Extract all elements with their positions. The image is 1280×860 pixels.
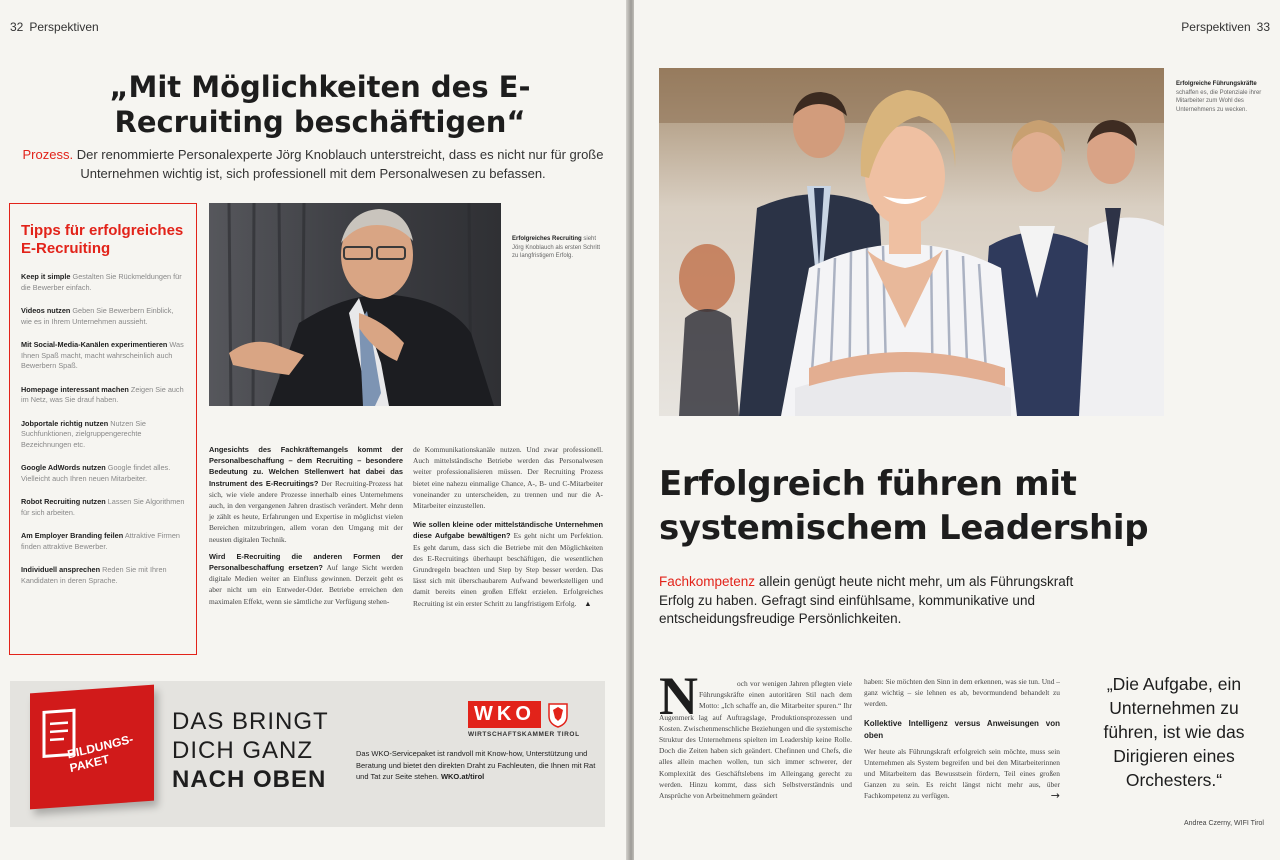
tip-text: Zeigen Sie auch im Netz, was Sie drauf haben.: [21, 384, 184, 404]
tip-title: Mit Social-Media-Kanälen experimentieren: [21, 340, 168, 349]
lead-label: Fachkompetenz: [659, 574, 756, 589]
tips-list: [21, 272, 186, 586]
bildungspaket-box: [30, 685, 154, 810]
lead-text: Der renommierte Personalexperte Jörg Knoblauch unterstreicht, dass es nicht nur für große Unternehmen wichtig ist, sich professionell mit dem Personalwesen zu befassen.: [76, 147, 604, 181]
tip-title: Homepage interessant machen: [21, 384, 129, 394]
end-mark: ▲: [584, 598, 592, 608]
interview-question: Angesichts des Fachkräftemangels kommt der Personalbeschaffung – dem Recruiting – besondere Bedeutung zu. Welchen Stellenwert hat dabei das Instrument des E-Recruitings?: [209, 445, 403, 488]
wko-advertisement: [10, 681, 605, 827]
portrait-illustration: [209, 203, 501, 406]
bildungspaket-label: BILDUNGS-PAKET: [66, 731, 135, 776]
tip-title: Robot Recruiting nutzen: [21, 497, 106, 506]
tip-item: [21, 497, 186, 518]
tips-box: [9, 203, 197, 655]
pull-quote: „Die Aufgabe, ein Unternehmen zu führen, ist wie das Dirigieren eines Orchesters.“: [1103, 674, 1245, 790]
photo-caption-left: Erfolgreiches Recruiting sieht Jörg Knoblauch als ersten Schritt zu langfristigem Erfolg.: [512, 236, 601, 259]
tip-item: [21, 565, 186, 586]
lead-label: Prozess.: [22, 147, 74, 162]
article-column-2: haben: Sie möchten den Sinn in dem erkennen, was sie tun. Und – ganz wichtig – sie lehnen es ab, bevormundend behandelt zu werden. Kollektive Intelligenz versus Anweisungen von oben Wer heute als Führungskraft erfolgreich sein möchte, muss sein Unternehmen als System begreifen und bei den Mitarbeiterinnen und Mitarbeitern das Bewusstsein fördern, Teil eines großen Ganzen zu sein. Es reicht längst nicht mehr aus, über Fachkompetenz zu verfügen. →: [864, 677, 1060, 803]
interview-column-2: [413, 444, 603, 609]
tip-text: Google findet alles. Vielleicht auch Ihren neuen Mitarbeiter.: [21, 463, 171, 483]
tirol-eagle-icon: [547, 702, 569, 728]
article-lead-left: [18, 145, 608, 183]
ad-headline: DAS BRINGT DICH GANZ NACH OBEN: [172, 708, 329, 793]
interview-column-1: [209, 444, 403, 607]
tip-item: [21, 306, 186, 327]
tip-text: Attraktive Firmen finden attraktive Bewerber.: [21, 531, 180, 551]
article-lead-right: [659, 573, 1109, 629]
tip-item: [21, 419, 186, 451]
article-subhead: Kollektive Intelligenz versus Anweisungen von oben: [864, 718, 1060, 740]
team-photo: [659, 68, 1164, 416]
tip-text: Lassen Sie Algorithmen für sich arbeiten.: [21, 497, 185, 517]
wko-subtitle: WIRTSCHAFTSKAMMER TIROL: [468, 731, 580, 738]
article-column-1: och vor wenigen Jahren pflegten viele Führungskräfte einen autoritären Stil nach dem Motto: „Ich schaffe an, die Mitarbeiter spuren.“ Ihr Augenmerk lag auf Auftragslage, Produktionsprozessen und Kosten. Zwischenmenschliche Beziehungen und die systemische Struktur des Unternehmens spielten im Leadership keine Rolle. Doch die Zeiten haben sich geändert. Chefinnen und Chefs, die alles allein machen wollen, tun sich immer schwerer, der Komplexität des Geschäftslebens im Alleingang gerecht zu werden. Hinzu kommt, dass sich Selbstverständnis und Ansprüche von Arbeitnehmern geändert: [659, 679, 852, 801]
continue-arrow: →: [1050, 789, 1060, 803]
ad-body: Das WKO-Servicepaket ist randvoll mit Know-how, Unterstützung und Beratung und bietet den direkten Draht zu Fachleuten, die Ihnen mit Rat und Tat zur Seite stehen. WKO.at/tirol: [356, 749, 596, 781]
tip-title: Jobportale richtig nutzen: [21, 418, 109, 428]
tip-title: Keep it simple: [21, 272, 71, 281]
interview-answer: Es geht nicht um Perfektion. Es geht darum, dass sich die Betriebe mit den Möglichkeiten des E-Recruitings überhaupt beschäftigen, die wesentlichen Grundregeln beachten und Step by Step besser werden. Das lässt sich mit überschaubarem Aufwand bewerkstelligen und damit bereits einen großen Effekt erzielen. Erfolgreiches Recruiting ist ein erster Schritt zu langfristigem Erfolg.: [413, 531, 603, 608]
interview-answer: Auf lange Sicht werden digitale Medien weiter an Einfluss gewinnen. Derzeit geht es aber nicht um ein Entweder-Oder. Betriebe erreichen den maximalen Effekt, wenn sie sämtliche zur Verfügung stehen-: [209, 563, 403, 606]
tip-text: Geben Sie Bewerbern Einblick, wie es in Ihrem Unternehmen aussieht.: [21, 306, 174, 326]
tip-text: Reden Sie mit Ihren Kandidaten in deren Sprache.: [21, 565, 167, 585]
wko-logo: [468, 701, 590, 747]
tip-text: Was Ihnen Spaß macht, macht wahrscheinlich auch Bewerbern Spaß.: [21, 340, 184, 370]
article-headline-right: Erfolgreich führen mit systemischem Leadership: [659, 464, 1149, 548]
ad-url[interactable]: WKO.at/tirol: [440, 772, 485, 781]
interview-answer: Der Recruiting-Prozess hat sich, wie viele andere Prozesse innerhalb eines Unternehmens auch, in den vergangenen Jahren drastisch verändert. Mehr denn je zählt es heute, Erfahrungen und Expertise in möglichst vielen Bereichen mitzubringen, allem voran den Umgang mit der neusten digitalen Technik.: [209, 478, 403, 544]
tip-title: Videos nutzen: [21, 306, 71, 315]
article-headline-left: „Mit Möglichkeiten des E-Recruiting beschäftigen“: [109, 70, 531, 139]
tip-item: [21, 385, 186, 406]
photo-caption-right: Erfolgreiche Führungskräfte schaffen es, die Potenziale ihrer Mitarbeiter zum Wohl des Unternehmens zu wecken.: [1176, 81, 1262, 113]
page-number-left: 32 Perspektiven: [10, 20, 99, 34]
team-illustration: [659, 68, 1164, 416]
portrait-photo: [209, 203, 501, 406]
tip-text: Gestalten Sie Rückmeldungen für die Bewerber einfach.: [21, 272, 182, 292]
interview-question: Wird E-Recruiting die anderen Formen der Personalbeschaffung ersetzen?: [209, 551, 403, 573]
interview-question: Wie sollen kleine oder mittelständische Unternehmen diese Aufgabe bewältigen?: [413, 520, 603, 541]
tip-title: Google AdWords nutzen: [21, 463, 106, 472]
right-page: [634, 0, 1280, 860]
tip-text: Nutzen Sie Suchfunktionen, zielgruppengerechte Bezeichnungen etc.: [21, 418, 146, 449]
tip-item: [21, 463, 186, 484]
tip-title: Individuell ansprechen: [21, 565, 101, 574]
quote-author: Andrea Czerny, WIFI Tirol: [1183, 820, 1264, 827]
interview-answer: de Kommunikationskanäle nutzen. Und zwar professionell. Auch mittelständische Betriebe werden das Personalwesen weiter professionalisieren müssen. Der Recruiting Prozess bietet eine nahezu einmalige Chance, A-, B- und C-Mitarbeiter voneinander zu unterscheiden, zu trennen und nur die A-Mitarbeiter einzustellen.: [413, 445, 603, 511]
lead-text: allein genügt heute nicht mehr, um als Führungskraft Erfolg zu haben. Gefragt sind einfühlsame, kommunikative und entscheidungsfreudige Persönlichkeiten.: [659, 574, 1074, 626]
tip-item: [21, 272, 186, 293]
tip-title: Am Employer Branding feilen: [21, 531, 124, 540]
tip-item: [21, 531, 186, 552]
page-number-right: Perspektiven 33: [1181, 20, 1270, 34]
tips-title: Tipps für erfolgreiches E-Recruiting: [21, 222, 184, 257]
left-page: [0, 0, 628, 860]
wko-wordmark: WKO: [468, 701, 541, 728]
drop-cap: N: [659, 666, 698, 726]
tip-item: [21, 340, 186, 372]
